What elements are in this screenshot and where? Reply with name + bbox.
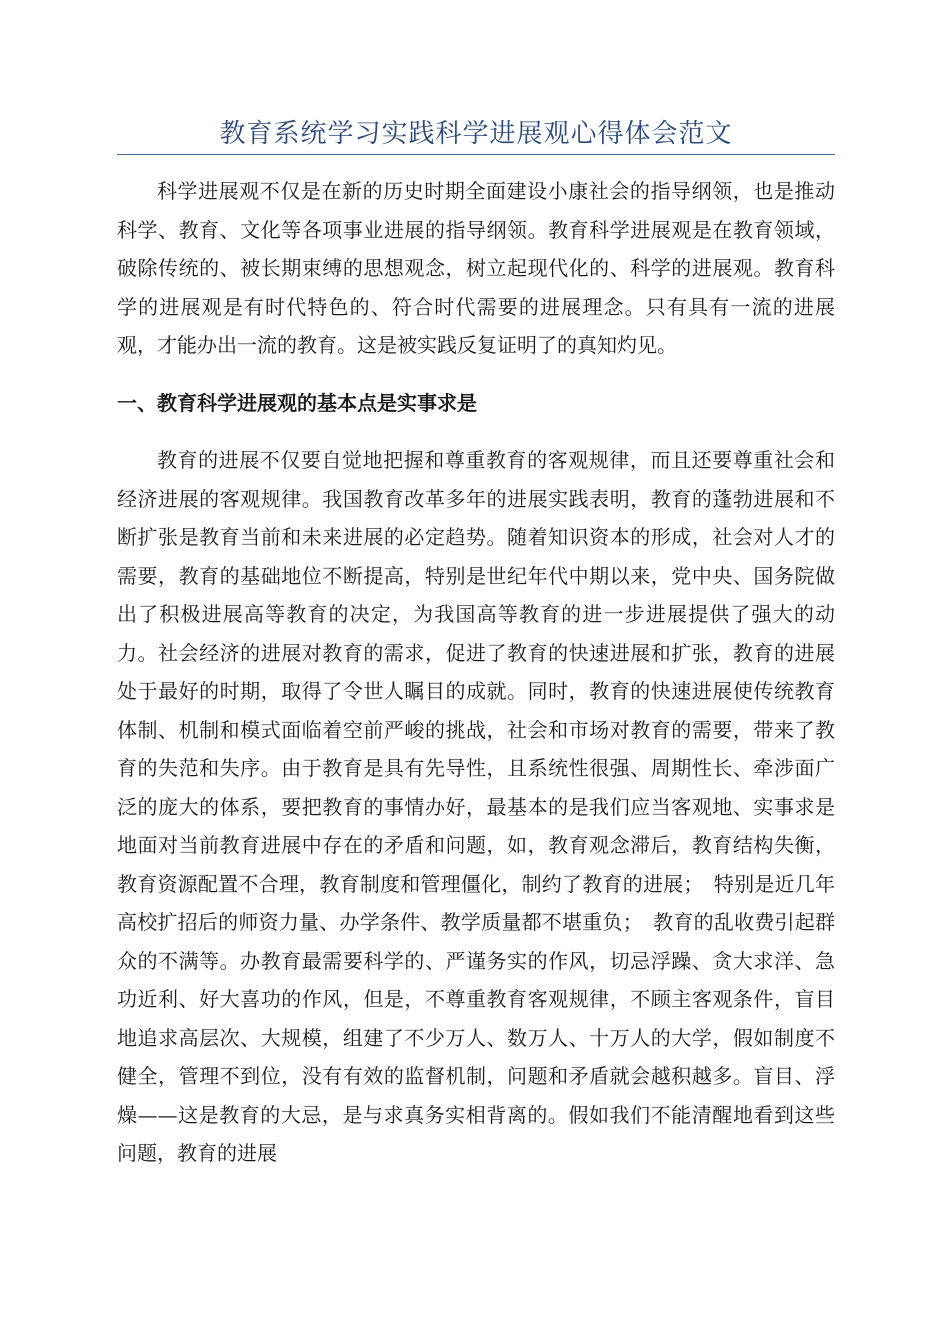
intro-paragraph: 科学进展观不仅是在新的历史时期全面建设小康社会的指导纲领，也是推动科学、教育、文化等各项事业进展的指导纲领。教育科学进展观是在教育领域，破除传统的、被长期束缚的思想观念，树立起现代化的、科学的进展观。教育科学的进展观是有时代特色的、符合时代需要的进展理念。只有具有一流的进展观，才能办出一流的教育。这是被实践反复证明了的真知灼见。: [117, 179, 835, 357]
document-body: [117, 172, 835, 1173]
title-underline: [117, 154, 835, 155]
section-paragraph: 教育的进展不仅要自觉地把握和尊重教育的客观规律，而且还要尊重社会和经济进展的客观规律。我国教育改革多年的进展实践表明，教育的蓬勃进展和不断扩张是教育当前和未来进展的必定趋势。随着知识资本的形成，社会对人才的需要，教育的基础地位不断提高，特别是世纪年代中期以来，党中央、国务院做出了积极进展高等教育的决定，为我国高等教育的进一步进展提供了强大的动力。社会经济的进展对教育的需求，促进了教育的快速进展和扩张，教育的进展处于最好的时期，取得了令世人瞩目的成就。同时，教育的快速进展使传统教育体制、机制和模式面临着空前严峻的挑战，社会和市场对教育的需要，带来了教育的失范和失序。由于教育是具有先导性，且系统性很强、周期性长、牵涉面广泛的庞大的体系，要把教育的事情办好，最基本的是我们应当客观地、实事求是地面对当前教育进展中存在的矛盾和问题，如，教育观念滞后，教育结构失衡，教育资源配置不合理，教育制度和管理僵化，制约了教育的进展； 特别是近几年高校扩招后的师资力量、办学条件、教学质量都不堪重负； 教育的乱收费引起群众的不满等。办教育最需要科学的、严谨务实的作风，切忌浮躁、贪大求洋、急功近利、好大喜功的作风，但是，不尊重教育客观规律，不顾主客观条件，盲目地追求高层次、大规模，组建了不少万人、数万人、十万人的大学，假如制度不健全，管理不到位，没有有效的监督机制，问题和矛盾就会越积越多。盲目、浮燥——这是教育的大忌，是与求真务实相背离的。假如我们不能清醒地看到这些问题，教育的进展: [117, 448, 835, 1165]
document-title: 教育系统学习实践科学进展观心得体会范文: [219, 119, 733, 149]
section-heading: 一、教育科学进展观的基本点是实事求是: [117, 390, 477, 415]
